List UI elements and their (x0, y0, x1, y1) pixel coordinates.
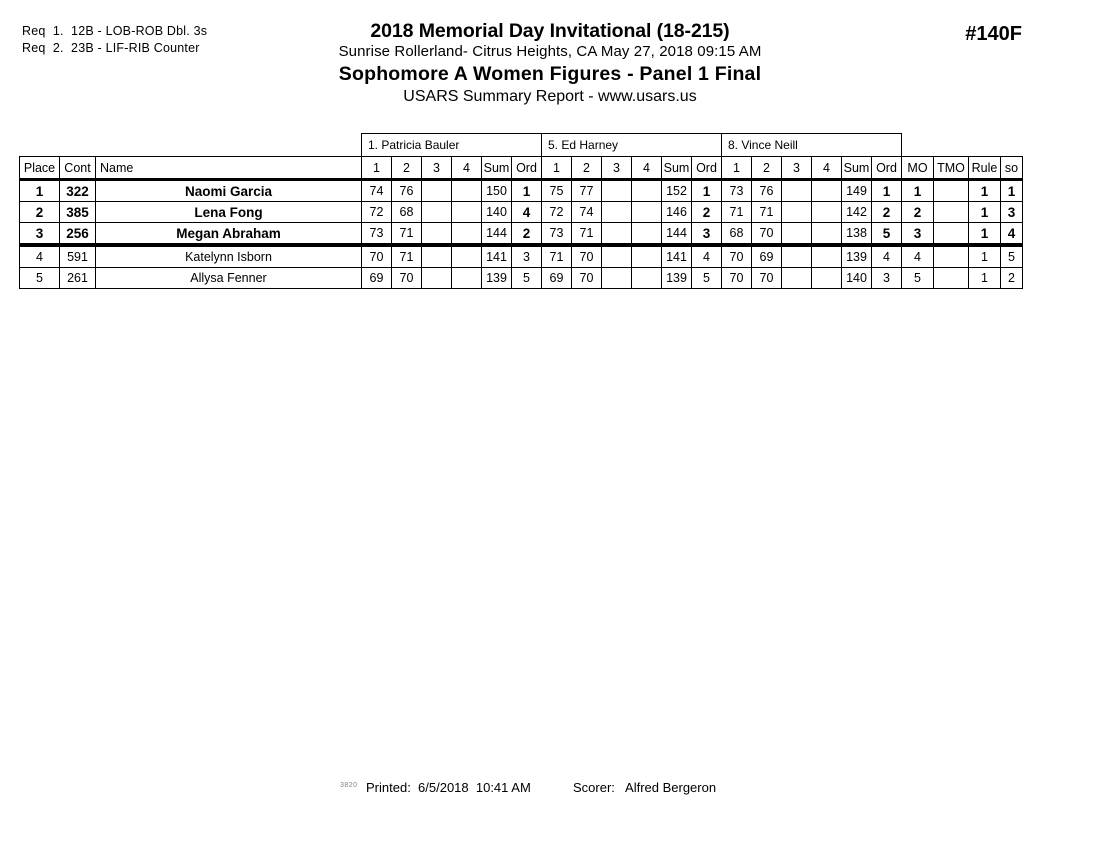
cell-j1-s1: 69 (362, 268, 392, 289)
cell-j5-ord: 3 (692, 223, 722, 246)
cell-j8-s1: 70 (722, 268, 752, 289)
cell-j5-sum: 152 (662, 180, 692, 202)
cell-j1-s4 (452, 245, 482, 268)
cell-j5-s4 (632, 245, 662, 268)
cell-j5-ord: 4 (692, 245, 722, 268)
cell-j1-s4 (452, 180, 482, 202)
cell-j1-sum: 139 (482, 268, 512, 289)
cell-j8-s3 (782, 223, 812, 246)
cell-j8-ord: 4 (872, 245, 902, 268)
cell-j8-s3 (782, 245, 812, 268)
cell-j5-s1: 69 (542, 268, 572, 289)
cell-j1-s1: 73 (362, 223, 392, 246)
cell-j1-ord: 3 (512, 245, 542, 268)
cell-j1-s2: 76 (392, 180, 422, 202)
header-tmo: TMO (934, 157, 969, 180)
cell-place: 5 (20, 268, 60, 289)
header-j1-score-3: 3 (422, 157, 452, 180)
cell-cont: 591 (60, 245, 96, 268)
cell-j1-s2: 68 (392, 202, 422, 223)
cell-j1-s4 (452, 268, 482, 289)
header-j1-score-4: 4 (452, 157, 482, 180)
cell-j1-s1: 70 (362, 245, 392, 268)
cell-j5-s4 (632, 180, 662, 202)
cell-j1-ord: 2 (512, 223, 542, 246)
cell-j1-ord: 5 (512, 268, 542, 289)
cell-so: 1 (1001, 180, 1023, 202)
cell-j1-s1: 72 (362, 202, 392, 223)
cell-j5-s2: 74 (572, 202, 602, 223)
cell-j1-s3 (422, 245, 452, 268)
group-row-spacer (60, 134, 96, 157)
cell-cont: 256 (60, 223, 96, 246)
cell-j5-sum: 139 (662, 268, 692, 289)
cell-rule: 1 (969, 202, 1001, 223)
cell-j1-sum: 140 (482, 202, 512, 223)
header-so: so (1001, 157, 1023, 180)
table-row (20, 202, 1023, 223)
cell-so: 4 (1001, 223, 1023, 246)
header-name: Name (96, 157, 362, 180)
cell-mo: 1 (902, 180, 934, 202)
cell-j1-s3 (422, 202, 452, 223)
table-row (20, 268, 1023, 289)
cell-j5-s3 (602, 268, 632, 289)
cell-cont: 385 (60, 202, 96, 223)
header-j5-score-3: 3 (602, 157, 632, 180)
cell-j5-s1: 75 (542, 180, 572, 202)
requirement-line-1: Req 1. 12B - LOB-ROB Dbl. 3s (22, 24, 208, 38)
cell-cont: 322 (60, 180, 96, 202)
division-title: Sophomore A Women Figures - Panel 1 Final (338, 63, 762, 85)
cell-mo: 2 (902, 202, 934, 223)
cell-j1-sum: 150 (482, 180, 512, 202)
cell-place: 4 (20, 245, 60, 268)
cell-j8-s2: 76 (752, 180, 782, 202)
cell-cont: 261 (60, 268, 96, 289)
cell-j8-s4 (812, 202, 842, 223)
venue-datetime-line: Sunrise Rollerland- Citrus Heights, CA May 27, 2018 09:15 AM (338, 43, 762, 60)
header-j8-score-4: 4 (812, 157, 842, 180)
scorer-name: Scorer: Alfred Bergeron (573, 780, 717, 795)
judge-group-header-row (20, 134, 1023, 157)
cell-j8-s4 (812, 245, 842, 268)
cell-tmo (934, 245, 969, 268)
cell-j8-sum: 139 (842, 245, 872, 268)
header-j1-sum: Sum (482, 157, 512, 180)
requirement-line-2: Req 2. 23B - LIF-RIB Counter (22, 41, 200, 55)
cell-j8-sum: 149 (842, 180, 872, 202)
header-j8-ord: Ord (872, 157, 902, 180)
group-row-spacer (96, 134, 362, 157)
group-row-spacer (969, 134, 1001, 157)
cell-j1-s2: 70 (392, 268, 422, 289)
cell-mo: 3 (902, 223, 934, 246)
cell-j5-sum: 141 (662, 245, 692, 268)
column-header-row (20, 157, 1023, 180)
table-row (20, 180, 1023, 202)
cell-j5-s1: 71 (542, 245, 572, 268)
cell-j8-s3 (782, 202, 812, 223)
cell-tmo (934, 223, 969, 246)
cell-tmo (934, 268, 969, 289)
header-j8-score-2: 2 (752, 157, 782, 180)
cell-j1-s2: 71 (392, 245, 422, 268)
cell-j8-ord: 3 (872, 268, 902, 289)
group-row-spacer (934, 134, 969, 157)
cell-rule: 1 (969, 223, 1001, 246)
cell-name: Katelynn Isborn (96, 245, 362, 268)
cell-j5-s2: 77 (572, 180, 602, 202)
cell-j5-ord: 1 (692, 180, 722, 202)
cell-j8-ord: 2 (872, 202, 902, 223)
cell-j1-sum: 141 (482, 245, 512, 268)
cell-place: 3 (20, 223, 60, 246)
cell-j1-s3 (422, 180, 452, 202)
cell-j1-sum: 144 (482, 223, 512, 246)
cell-j1-s2: 71 (392, 223, 422, 246)
table-row (20, 245, 1023, 268)
cell-name: Allysa Fenner (96, 268, 362, 289)
report-title-block (0, 20, 1100, 108)
cell-j5-s3 (602, 202, 632, 223)
cell-j5-s2: 70 (572, 245, 602, 268)
cell-j8-s2: 70 (752, 223, 782, 246)
cell-j1-ord: 1 (512, 180, 542, 202)
group-row-spacer (1001, 134, 1023, 157)
cell-place: 1 (20, 180, 60, 202)
cell-j8-sum: 138 (842, 223, 872, 246)
cell-rule: 1 (969, 245, 1001, 268)
header-j8-score-3: 3 (782, 157, 812, 180)
cell-j1-ord: 4 (512, 202, 542, 223)
event-number: #140F (965, 23, 1022, 45)
cell-j5-s3 (602, 180, 632, 202)
group-row-spacer (20, 134, 60, 157)
cell-j1-s4 (452, 202, 482, 223)
cell-j8-ord: 1 (872, 180, 902, 202)
results-table-container (19, 133, 1023, 289)
cell-j8-s1: 73 (722, 180, 752, 202)
cell-j8-s4 (812, 268, 842, 289)
cell-j8-s1: 70 (722, 245, 752, 268)
event-title: 2018 Memorial Day Invitational (18-215) (370, 20, 730, 42)
cell-j5-s4 (632, 202, 662, 223)
judge-group-1: 1. Patricia Bauler (362, 134, 542, 157)
cell-j5-ord: 2 (692, 202, 722, 223)
cell-j8-s1: 68 (722, 223, 752, 246)
cell-j8-s2: 70 (752, 268, 782, 289)
cell-j5-s1: 72 (542, 202, 572, 223)
cell-name: Naomi Garcia (96, 180, 362, 202)
header-mo: MO (902, 157, 934, 180)
header-j5-ord: Ord (692, 157, 722, 180)
header-j1-ord: Ord (512, 157, 542, 180)
judge-group-2: 5. Ed Harney (542, 134, 722, 157)
cell-j8-s3 (782, 180, 812, 202)
cell-j8-ord: 5 (872, 223, 902, 246)
cell-tmo (934, 180, 969, 202)
cell-j5-s2: 71 (572, 223, 602, 246)
cell-j8-s2: 69 (752, 245, 782, 268)
cell-j8-sum: 140 (842, 268, 872, 289)
cell-name: Megan Abraham (96, 223, 362, 246)
cell-j5-sum: 144 (662, 223, 692, 246)
results-table (19, 133, 1023, 289)
report-source-line: USARS Summary Report - www.usars.us (403, 88, 697, 105)
group-row-spacer (902, 134, 934, 157)
cell-j1-s1: 74 (362, 180, 392, 202)
header-cont: Cont (60, 157, 96, 180)
cell-j5-s2: 70 (572, 268, 602, 289)
header-j5-score-4: 4 (632, 157, 662, 180)
cell-so: 5 (1001, 245, 1023, 268)
print-code: 3820 (340, 782, 358, 789)
table-row (20, 223, 1023, 246)
cell-mo: 4 (902, 245, 934, 268)
cell-tmo (934, 202, 969, 223)
cell-so: 3 (1001, 202, 1023, 223)
judge-group-3: 8. Vince Neill (722, 134, 902, 157)
header-j5-score-2: 2 (572, 157, 602, 180)
cell-j5-s4 (632, 268, 662, 289)
cell-rule: 1 (969, 180, 1001, 202)
cell-mo: 5 (902, 268, 934, 289)
cell-j5-s3 (602, 223, 632, 246)
header-j5-score-1: 1 (542, 157, 572, 180)
cell-place: 2 (20, 202, 60, 223)
cell-j8-s1: 71 (722, 202, 752, 223)
cell-j1-s4 (452, 223, 482, 246)
cell-j5-sum: 146 (662, 202, 692, 223)
cell-j8-s2: 71 (752, 202, 782, 223)
cell-so: 2 (1001, 268, 1023, 289)
header-j1-score-2: 2 (392, 157, 422, 180)
header-j8-sum: Sum (842, 157, 872, 180)
header-j1-score-1: 1 (362, 157, 392, 180)
header-place: Place (20, 157, 60, 180)
cell-j5-s4 (632, 223, 662, 246)
header-rule: Rule (969, 157, 1001, 180)
header-j8-score-1: 1 (722, 157, 752, 180)
cell-j8-sum: 142 (842, 202, 872, 223)
cell-j1-s3 (422, 223, 452, 246)
cell-j1-s3 (422, 268, 452, 289)
printed-timestamp: Printed: 6/5/2018 10:41 AM (366, 780, 531, 795)
cell-name: Lena Fong (96, 202, 362, 223)
cell-j5-ord: 5 (692, 268, 722, 289)
cell-j8-s4 (812, 180, 842, 202)
cell-rule: 1 (969, 268, 1001, 289)
header-j5-sum: Sum (662, 157, 692, 180)
cell-j8-s4 (812, 223, 842, 246)
cell-j8-s3 (782, 268, 812, 289)
cell-j5-s1: 73 (542, 223, 572, 246)
cell-j5-s3 (602, 245, 632, 268)
